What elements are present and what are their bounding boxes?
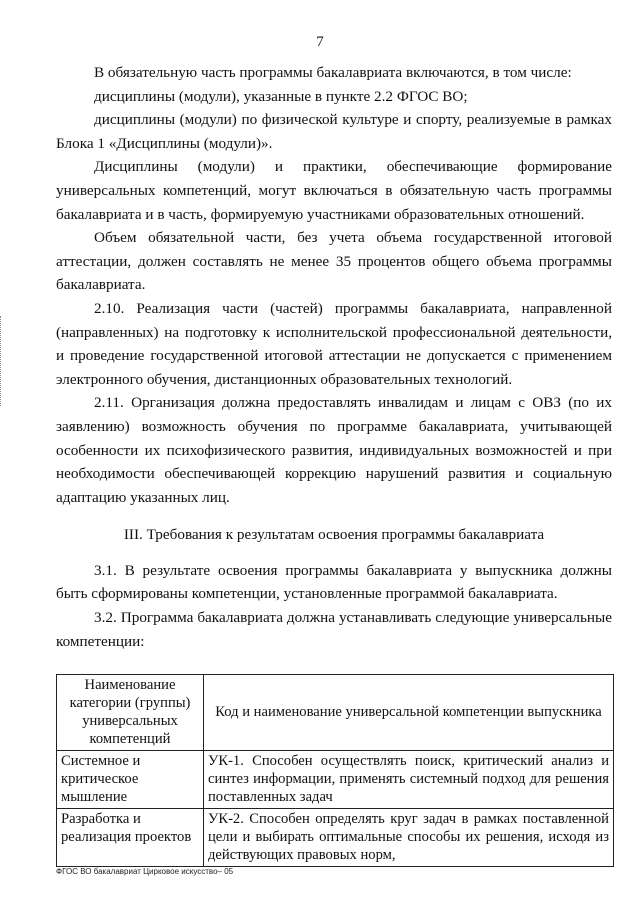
table-row [57,809,614,867]
paragraph: дисциплины (модули) по физической культуре и спорту, реализуемые в рамках Блока 1 «Дисциплины (модули)». [56,111,612,152]
category-cell: Системное и критическое мышление [57,751,204,809]
competence-cell: УК-1. Способен осуществлять поиск, критический анализ и синтез информации, применять системный подход для решения поставленных задач [204,751,614,809]
paragraph: Объем обязательной части, без учета объема государственной итоговой аттестации, должен составлять не менее 35 процентов общего объема программы бакалавриата. [56,229,612,294]
page-footer: ФГОС ВО бакалавриат Цирковое искусство– 05 [56,867,234,876]
paragraph: 3.2. Программа бакалавриата должна устанавливать следующие универсальные компетенции: [56,609,612,650]
section-heading: III. Требования к результатам освоения программы бакалавриата [123,526,545,544]
paragraph: дисциплины (модули), указанные в пункте 2.2 ФГОС ВО; [94,87,468,105]
paragraph: Дисциплины (модули) и практики, обеспечивающие формирование универсальных компетенций, могут включаться в обязательную часть программы бакалавриата и в часть, формируемую участниками образовательных отношений. [56,158,612,223]
header-category: Наименование категории (группы) универсальных компетенций [57,675,204,751]
paragraph: 2.10. Реализация части (частей) программы бакалавриата, направленной (направленных) на подготовку к исполнительской профессиональной деятельности, и проведение государственной итоговой аттестации не допускается с применением электронного обучения, дистанционных образовательных технологий. [56,299,612,388]
paragraph: 2.11. Организация должна предоставлять инвалидам и лицам с ОВЗ (по их заявлению) возможность обучения по программе бакалавриата, учитывающей особенности их психофизического развития, индивидуальных возможностей и при необходимости обеспечивающей коррекцию нарушений развития и социальную адаптацию указанных лиц. [56,394,612,506]
paragraph: В обязательную часть программы бакалавриата включаются, в том числе: [94,64,572,81]
header-competence: Код и наименование универсальной компетенции выпускника [204,675,614,751]
table-header-row [57,675,614,751]
category-cell: Разработка и реализация проектов [57,809,204,867]
scan-margin-mark [0,316,3,406]
competence-cell: УК-2. Способен определять круг задач в рамках поставленной цели и выбирать оптимальные способы их решения, исходя из действующих правовых норм, [204,809,614,867]
competencies-table [56,674,614,867]
document-body [56,61,612,653]
page-number: 7 [316,34,324,50]
table-row [57,751,614,809]
paragraph: 3.1. В результате освоения программы бакалавриата у выпускника должны быть сформированы компетенции, установленные программой бакалавриата. [56,561,612,603]
